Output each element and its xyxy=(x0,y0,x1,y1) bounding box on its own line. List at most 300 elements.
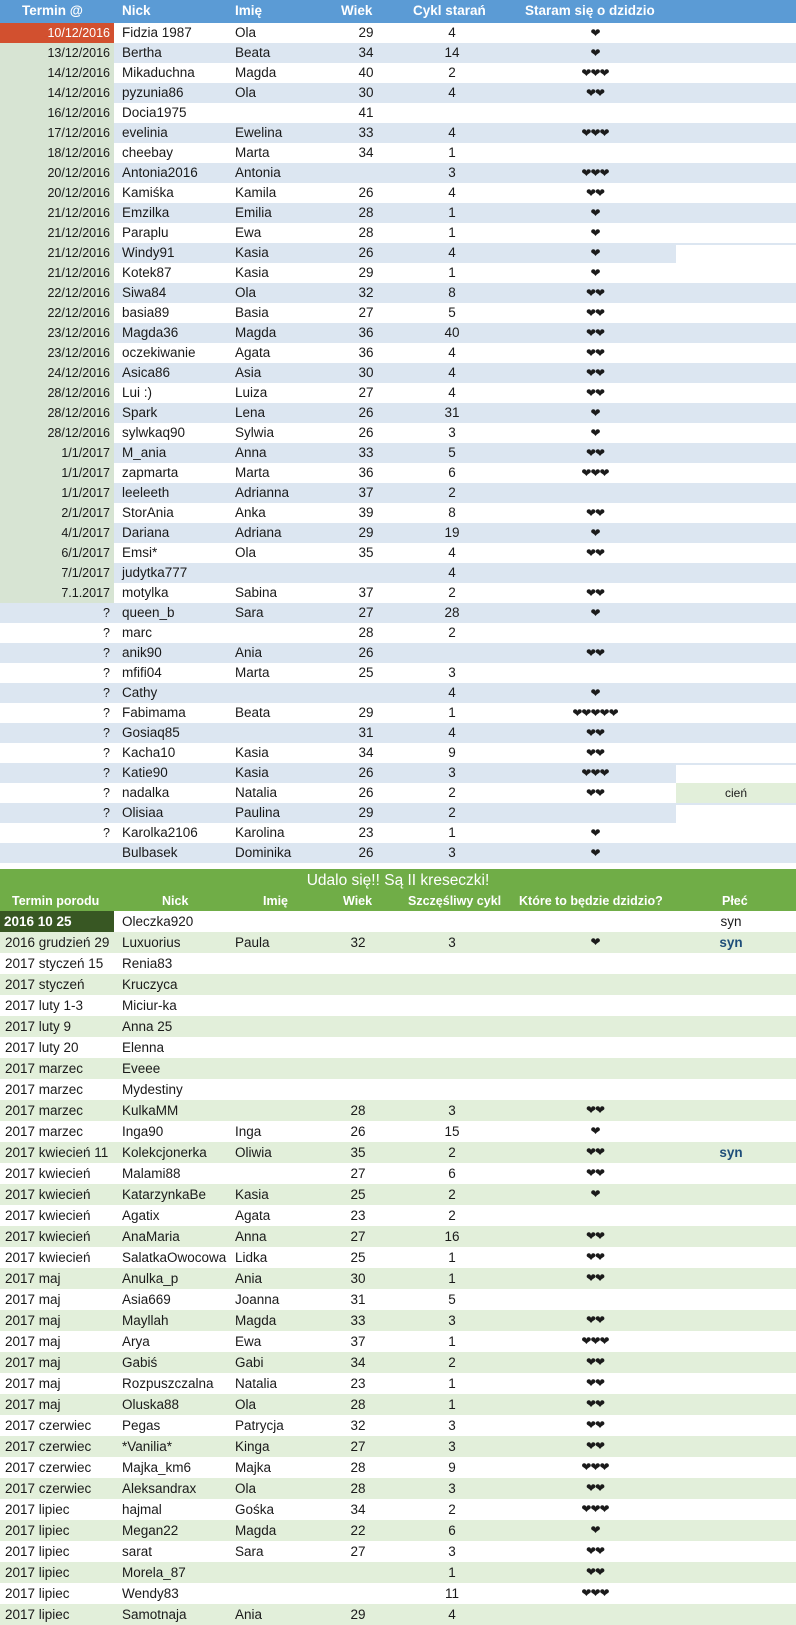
cycle-cell: 2 xyxy=(448,805,456,820)
hearts-cell: ❤❤ xyxy=(585,1565,605,1579)
blank-cell xyxy=(676,765,796,785)
cycle-cell: 40 xyxy=(444,325,460,340)
nick-cell: Paraplu xyxy=(122,225,169,240)
age-cell: 31 xyxy=(350,1292,366,1307)
table-row xyxy=(0,103,796,123)
cycle-cell: 2 xyxy=(448,485,456,500)
due-date-cell: 14/12/2016 xyxy=(0,63,114,83)
nick-cell: Megan22 xyxy=(122,1523,179,1538)
nick-cell: Gabiś xyxy=(122,1355,158,1370)
nick-cell: anik90 xyxy=(122,645,162,660)
birth-term-cell: 2017 marzec xyxy=(5,1124,84,1139)
nick-cell: queen_b xyxy=(122,605,175,620)
table-row xyxy=(0,283,796,303)
nick-cell: Antonia2016 xyxy=(122,165,198,180)
name-cell: Marta xyxy=(235,145,270,160)
table-row xyxy=(0,1352,796,1373)
age-cell: 28 xyxy=(358,625,374,640)
age-cell: 29 xyxy=(350,1607,366,1622)
cycle-cell: 3 xyxy=(448,765,456,780)
due-date-cell: ? xyxy=(103,786,110,800)
nick-cell: Majka_km6 xyxy=(122,1460,192,1475)
due-date-cell: 7.1.2017 xyxy=(0,583,114,603)
due-date-cell: 20/12/2016 xyxy=(0,183,114,203)
cycle-cell: 6 xyxy=(448,465,456,480)
hearts-cell: ❤ xyxy=(590,686,600,700)
nick-cell: Malami88 xyxy=(122,1166,181,1181)
birth-term-cell: 2017 marzec xyxy=(5,1082,84,1097)
age-cell: 33 xyxy=(350,1313,366,1328)
name-cell: Oliwia xyxy=(235,1145,272,1160)
table-row xyxy=(0,623,796,643)
hearts-cell: ❤❤ xyxy=(585,1103,605,1117)
hearts-cell: ❤❤ xyxy=(585,1418,605,1432)
hearts-cell: ❤ xyxy=(590,26,600,40)
table-row xyxy=(0,1331,796,1352)
cycle-cell: 9 xyxy=(448,745,456,760)
cycle-cell: 3 xyxy=(448,1313,456,1328)
birth-term-cell: 2017 maj xyxy=(5,1355,61,1370)
cycle-cell: 1 xyxy=(448,225,456,240)
hearts-cell: ❤❤ xyxy=(585,1313,605,1327)
cycle-cell: 31 xyxy=(444,405,460,420)
birth-term-cell: 2017 luty 1-3 xyxy=(5,998,84,1013)
hearts-cell: ❤❤ xyxy=(585,446,605,460)
table-row xyxy=(0,663,796,683)
nick-cell: Mayllah xyxy=(122,1313,169,1328)
age-cell: 41 xyxy=(358,105,374,120)
name-cell: Anna xyxy=(235,1229,267,1244)
due-date-cell: ? xyxy=(103,606,110,620)
due-date-cell: 4/1/2017 xyxy=(0,523,114,543)
table-row xyxy=(0,23,796,43)
hearts-cell: ❤❤ xyxy=(585,1481,605,1495)
table-row xyxy=(0,163,796,183)
birth-term-cell: 2016 grudzień 29 xyxy=(5,935,110,950)
cycle-cell: 1 xyxy=(448,1250,456,1265)
birth-term-cell: 2017 lipiec xyxy=(5,1523,70,1538)
nick-cell: Miciur-ka xyxy=(122,998,177,1013)
nick-cell: Anulka_p xyxy=(122,1271,179,1286)
table-row xyxy=(0,1415,796,1436)
name-cell: Ewa xyxy=(235,225,262,240)
name-cell: Emilia xyxy=(235,205,272,220)
name-cell: Adrianna xyxy=(235,485,290,500)
cycle-cell: 16 xyxy=(444,1229,460,1244)
birth-term-cell: 2016 10 25 xyxy=(0,911,114,932)
nick-cell: Kacha10 xyxy=(122,745,176,760)
age-cell: 28 xyxy=(350,1460,366,1475)
cycle-cell: 2 xyxy=(448,1355,456,1370)
cycle-cell: 8 xyxy=(448,505,456,520)
name-cell: Sara xyxy=(235,605,264,620)
nick-cell: Rozpuszczalna xyxy=(122,1376,214,1391)
table-row xyxy=(0,1436,796,1457)
hearts-cell: ❤❤❤ xyxy=(581,766,609,780)
nick-cell: Kamiśka xyxy=(122,185,174,200)
birth-term-cell: 2017 maj xyxy=(5,1292,61,1307)
sex-cell: syn xyxy=(720,914,742,929)
nick-cell: Lui :) xyxy=(122,385,153,400)
nick-cell: Kolekcjonerka xyxy=(122,1145,207,1160)
age-cell: 37 xyxy=(350,1334,366,1349)
name-cell: Marta xyxy=(235,465,270,480)
hearts-cell: ❤❤ xyxy=(585,366,605,380)
name-cell: Magda xyxy=(235,325,277,340)
hearts-cell: ❤❤ xyxy=(585,1250,605,1264)
table-row xyxy=(0,1226,796,1247)
nick-cell: leeleeth xyxy=(122,485,170,500)
cycle-cell: 2 xyxy=(448,1187,456,1202)
table-row xyxy=(0,1247,796,1268)
cycle-cell: 2 xyxy=(448,785,456,800)
nick-cell: StorAnia xyxy=(122,505,174,520)
due-date-cell: 21/12/2016 xyxy=(0,243,114,263)
name-cell: Marta xyxy=(235,665,270,680)
birth-term-cell: 2017 czerwiec xyxy=(5,1481,92,1496)
table-row xyxy=(0,1457,796,1478)
table-row xyxy=(0,463,796,483)
header-happy-cycle: Szczęśliwy cykl xyxy=(408,894,502,908)
birth-term-cell: 2017 maj xyxy=(5,1376,61,1391)
header-age: Wiek xyxy=(341,3,373,18)
name-cell: Kasia xyxy=(235,1187,269,1202)
birth-term-cell: 2017 marzec xyxy=(5,1103,84,1118)
age-cell: 32 xyxy=(350,935,366,950)
due-date-cell: 28/12/2016 xyxy=(0,383,114,403)
table-row xyxy=(0,1037,796,1058)
cycle-cell: 4 xyxy=(448,125,456,140)
success-table xyxy=(0,869,796,1625)
name-cell: Kamila xyxy=(235,185,277,200)
age-cell: 23 xyxy=(350,1376,366,1391)
name-cell: Majka xyxy=(235,1460,272,1475)
birth-term-cell: 2017 lipiec xyxy=(5,1607,70,1622)
table-row xyxy=(0,1016,796,1037)
table-row xyxy=(0,363,796,383)
birth-term-cell: 2017 czerwiec xyxy=(5,1418,92,1433)
age-cell: 30 xyxy=(350,1271,366,1286)
cycle-cell: 1 xyxy=(448,265,456,280)
name-cell: Sara xyxy=(235,1544,264,1559)
age-cell: 27 xyxy=(350,1229,366,1244)
name-cell: Ola xyxy=(235,545,257,560)
hearts-cell: ❤❤❤ xyxy=(581,1460,609,1474)
name-cell: Lidka xyxy=(235,1250,268,1265)
table-row xyxy=(0,1100,796,1121)
age-cell: 28 xyxy=(358,225,374,240)
age-cell: 25 xyxy=(350,1250,366,1265)
cycle-cell: 4 xyxy=(448,365,456,380)
nick-cell: Agatix xyxy=(122,1208,160,1223)
table-row xyxy=(0,953,796,974)
name-cell: Inga xyxy=(235,1124,262,1139)
name-cell: Magda xyxy=(235,1313,277,1328)
nick-cell: Oleczka920 xyxy=(122,914,194,929)
nick-cell: zapmarta xyxy=(122,465,179,480)
due-date-cell: ? xyxy=(103,726,110,740)
name-cell: Gabi xyxy=(235,1355,264,1370)
age-cell: 27 xyxy=(358,385,374,400)
name-cell: Sylwia xyxy=(235,425,275,440)
nick-cell: Arya xyxy=(122,1334,150,1349)
due-date-cell: ? xyxy=(103,746,110,760)
cycle-cell: 1 xyxy=(448,1565,456,1580)
birth-term-cell: 2017 marzec xyxy=(5,1061,84,1076)
name-cell: Adriana xyxy=(235,525,282,540)
hearts-cell: ❤ xyxy=(590,226,600,240)
table-row xyxy=(0,343,796,363)
due-date-cell: 2/1/2017 xyxy=(0,503,114,523)
nick-cell: Magda36 xyxy=(122,325,179,340)
nick-cell: Windy91 xyxy=(122,245,175,260)
name-cell: Magda xyxy=(235,65,277,80)
hearts-cell: ❤ xyxy=(590,206,600,220)
table-row xyxy=(0,63,796,83)
age-cell: 26 xyxy=(358,245,374,260)
table-row xyxy=(0,243,796,263)
birth-term-cell: 2017 kwiecień xyxy=(5,1187,91,1202)
cycle-cell: 3 xyxy=(448,165,456,180)
hearts-cell: ❤❤ xyxy=(585,786,605,800)
hearts-cell: ❤ xyxy=(590,826,600,840)
age-cell: 32 xyxy=(350,1418,366,1433)
table-row xyxy=(0,1499,796,1520)
age-cell: 34 xyxy=(358,45,374,60)
birth-term-cell: 2017 lipiec xyxy=(5,1565,70,1580)
hearts-cell: ❤❤ xyxy=(585,1271,605,1285)
table-row xyxy=(0,143,796,163)
name-cell: Ania xyxy=(235,645,263,660)
nick-cell: Karolka2106 xyxy=(122,825,198,840)
cycle-cell: 6 xyxy=(448,1166,456,1181)
nick-cell: Bulbasek xyxy=(122,845,178,860)
nick-cell: Renia83 xyxy=(122,956,173,971)
table-row xyxy=(0,43,796,63)
name-cell: Ewa xyxy=(235,1334,262,1349)
nick-cell: Asia669 xyxy=(122,1292,171,1307)
nick-cell: KatarzynkaBe xyxy=(122,1187,207,1202)
table-row xyxy=(0,995,796,1016)
hearts-cell: ❤ xyxy=(590,1187,600,1201)
hearts-cell: ❤❤ xyxy=(585,1355,605,1369)
header-birth-term: Termin porodu xyxy=(12,894,100,908)
nick-cell: Katie90 xyxy=(122,765,168,780)
nick-cell: Dariana xyxy=(122,525,170,540)
name-cell: Lena xyxy=(235,405,266,420)
due-date-cell: 22/12/2016 xyxy=(0,303,114,323)
nick-cell: M_ania xyxy=(122,445,167,460)
age-cell: 28 xyxy=(350,1103,366,1118)
success-table-title: Udalo się!! Są II kreseczki! xyxy=(0,869,796,893)
name-cell: Ania xyxy=(235,1271,263,1286)
due-date-cell: 24/12/2016 xyxy=(0,363,114,383)
nick-cell: Luxuorius xyxy=(122,935,181,950)
sex-cell: syn xyxy=(719,935,743,950)
table-row xyxy=(0,503,796,523)
due-date-cell: ? xyxy=(103,826,110,840)
nick-cell: Gosiaq85 xyxy=(122,725,180,740)
age-cell: 26 xyxy=(358,785,374,800)
cycle-cell: 11 xyxy=(444,1586,459,1601)
hearts-cell: ❤ xyxy=(590,1523,600,1537)
trying-table-body xyxy=(0,23,796,863)
table-row xyxy=(0,823,796,843)
name-cell: Anna xyxy=(235,445,267,460)
hearts-cell: ❤ xyxy=(590,935,600,949)
birth-term-cell: 2017 kwiecień 11 xyxy=(5,1145,109,1160)
blank-cell xyxy=(676,805,796,825)
cycle-cell: 4 xyxy=(448,565,456,580)
cycle-cell: 1 xyxy=(448,1376,456,1391)
nick-cell: Emzilka xyxy=(122,205,170,220)
birth-term-cell: 2017 kwiecień xyxy=(5,1208,91,1223)
name-cell: Paula xyxy=(235,935,270,950)
nick-cell: Olisiaa xyxy=(122,805,164,820)
nick-cell: motylka xyxy=(122,585,169,600)
table-row xyxy=(0,1289,796,1310)
trying-table-header xyxy=(0,0,796,23)
due-date-cell: 28/12/2016 xyxy=(0,403,114,423)
hearts-cell: ❤❤ xyxy=(585,586,605,600)
birth-term-cell: 2017 maj xyxy=(5,1271,61,1286)
cycle-cell: 4 xyxy=(448,685,456,700)
name-cell: Ola xyxy=(235,25,257,40)
hearts-cell: ❤❤ xyxy=(585,1376,605,1390)
table-row xyxy=(0,1478,796,1499)
table-row xyxy=(0,843,796,863)
age-cell: 37 xyxy=(358,585,374,600)
nick-cell: evelinia xyxy=(122,125,168,140)
nick-cell: Spark xyxy=(122,405,158,420)
cycle-cell: 4 xyxy=(448,245,456,260)
nick-cell: marc xyxy=(122,625,152,640)
cycle-cell: 4 xyxy=(448,345,456,360)
age-cell: 29 xyxy=(358,25,374,40)
hearts-cell: ❤❤ xyxy=(585,306,605,320)
age-cell: 30 xyxy=(358,85,374,100)
hearts-cell: ❤❤ xyxy=(585,186,605,200)
table-row xyxy=(0,1163,796,1184)
header-cycle: Cykl starań xyxy=(413,3,486,18)
nick-cell: AnaMaria xyxy=(122,1229,180,1244)
nick-cell: sylwkaq90 xyxy=(122,425,186,440)
age-cell: 36 xyxy=(358,345,374,360)
name-cell: Natalia xyxy=(235,785,278,800)
nick-cell: Bertha xyxy=(122,45,162,60)
table-row xyxy=(0,1310,796,1331)
name-cell: Ola xyxy=(235,1481,257,1496)
header-age: Wiek xyxy=(343,894,373,908)
hearts-cell: ❤❤ xyxy=(585,1397,605,1411)
age-cell: 30 xyxy=(358,365,374,380)
hearts-cell: ❤❤ xyxy=(585,346,605,360)
due-date-cell: ? xyxy=(103,766,110,780)
table-row xyxy=(0,443,796,463)
nick-cell: KulkaMM xyxy=(122,1103,179,1118)
due-date-cell: 20/12/2016 xyxy=(0,163,114,183)
cycle-cell: 3 xyxy=(448,425,456,440)
cycle-cell: 5 xyxy=(448,305,456,320)
cycle-cell: 19 xyxy=(444,525,460,540)
nick-cell: pyzunia86 xyxy=(122,85,184,100)
table-row xyxy=(0,1079,796,1100)
nick-cell: *Vanilia* xyxy=(122,1439,173,1454)
cycle-cell: 3 xyxy=(448,665,456,680)
table-row xyxy=(0,563,796,583)
cycle-cell: 1 xyxy=(448,205,456,220)
hearts-cell: ❤ xyxy=(590,46,600,60)
age-cell: 25 xyxy=(350,1187,366,1202)
cycle-cell: 5 xyxy=(448,1292,456,1307)
birth-term-cell: 2017 kwiecień xyxy=(5,1229,91,1244)
nick-cell: Samotnaja xyxy=(122,1607,187,1622)
blank-cell xyxy=(676,245,796,265)
age-cell: 36 xyxy=(358,465,374,480)
hearts-cell: ❤❤ xyxy=(585,506,605,520)
name-cell: Anka xyxy=(235,505,266,520)
cycle-cell: 4 xyxy=(448,25,456,40)
age-cell: 26 xyxy=(358,185,374,200)
hearts-cell: ❤❤ xyxy=(585,386,605,400)
name-cell: Kasia xyxy=(235,265,269,280)
age-cell: 40 xyxy=(358,65,374,80)
nick-cell: Siwa84 xyxy=(122,285,167,300)
due-date-cell: ? xyxy=(103,706,110,720)
cycle-cell: 4 xyxy=(448,85,456,100)
table-row xyxy=(0,1541,796,1562)
due-date-cell: 28/12/2016 xyxy=(0,423,114,443)
due-date-cell: 17/12/2016 xyxy=(0,123,114,143)
header-hearts: Staram się o dzidzio xyxy=(525,3,655,18)
table-row xyxy=(0,1562,796,1583)
table-row xyxy=(0,263,796,283)
nick-cell: Cathy xyxy=(122,685,158,700)
hearts-cell: ❤❤❤ xyxy=(581,1586,609,1600)
hearts-cell: ❤ xyxy=(590,266,600,280)
nick-cell: hajmal xyxy=(122,1502,162,1517)
cycle-cell: 2 xyxy=(448,625,456,640)
name-cell: Joanna xyxy=(235,1292,280,1307)
birth-term-cell: 2017 kwiecień xyxy=(5,1166,91,1181)
name-cell: Kinga xyxy=(235,1439,270,1454)
due-date-cell: ? xyxy=(103,626,110,640)
table-row xyxy=(0,932,796,953)
hearts-cell: ❤❤ xyxy=(585,1544,605,1558)
age-cell: 28 xyxy=(350,1397,366,1412)
age-cell: 26 xyxy=(358,425,374,440)
birth-term-cell: 2017 czerwiec xyxy=(5,1439,92,1454)
cycle-cell: 4 xyxy=(448,185,456,200)
name-cell: Antonia xyxy=(235,165,281,180)
name-cell: Dominika xyxy=(235,845,292,860)
nick-cell: Anna 25 xyxy=(122,1019,173,1034)
nick-cell: Asica86 xyxy=(122,365,171,380)
nick-cell: Kruczyca xyxy=(122,977,178,992)
table-row xyxy=(0,383,796,403)
birth-term-cell: 2017 styczeń 15 xyxy=(5,956,104,971)
name-cell: Agata xyxy=(235,1208,271,1223)
nick-cell: mfifi04 xyxy=(122,665,162,680)
cycle-cell: 28 xyxy=(444,605,460,620)
cycle-cell: 1 xyxy=(448,1397,456,1412)
hearts-cell: ❤❤ xyxy=(585,326,605,340)
birth-term-cell: 2017 luty 9 xyxy=(5,1019,72,1034)
hearts-cell: ❤❤ xyxy=(585,1439,605,1453)
age-cell: 35 xyxy=(350,1145,366,1160)
hearts-cell: ❤❤ xyxy=(585,286,605,300)
age-cell: 29 xyxy=(358,705,374,720)
